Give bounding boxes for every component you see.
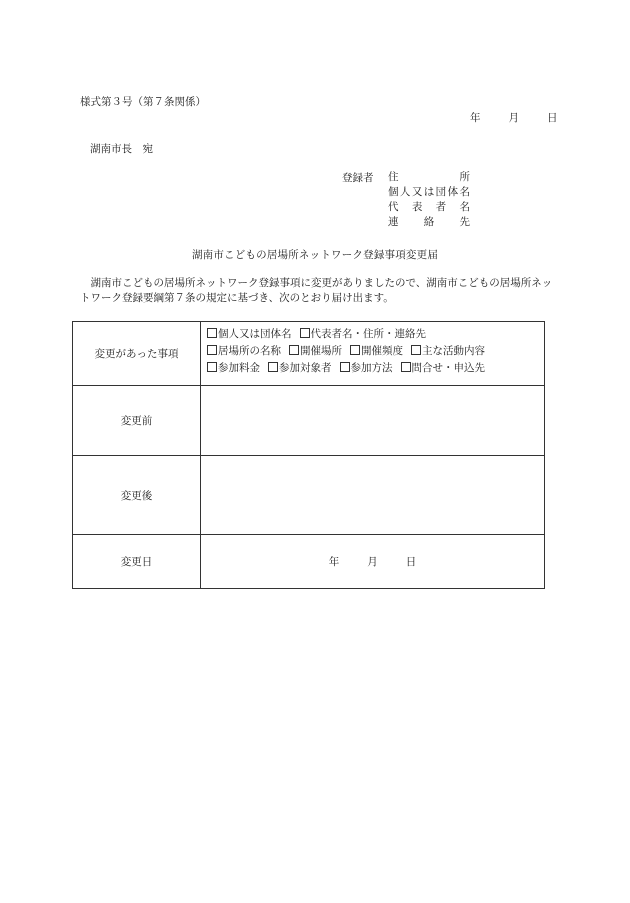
table-row-before [73, 386, 545, 456]
table-row-changed-items [73, 322, 545, 386]
checkbox-icon[interactable] [289, 345, 299, 355]
change-date-year: 年 [328, 556, 340, 568]
before-value[interactable] [201, 386, 545, 456]
changed-items-label: 変更があった事項 [73, 322, 201, 386]
option-method[interactable]: 参加方法 [340, 360, 393, 377]
table-row-after [73, 456, 545, 535]
options-line-1 [207, 326, 538, 343]
date-year: 年 [470, 112, 481, 124]
addressee: 湖南市長 宛 [90, 143, 153, 155]
checkbox-icon[interactable] [350, 345, 360, 355]
option-venue-name[interactable]: 居場所の名称 [207, 343, 281, 360]
change-date-label: 変更日 [73, 535, 201, 589]
body-text: 湖南市こどもの居場所ネットワーク登録事項に変更がありましたので、湖南市こどもの居場所ネットワーク登録要綱第７条の規定に基づき、次のとおり届け出ます。 [80, 277, 553, 304]
after-value[interactable] [201, 456, 545, 535]
change-date-value[interactable] [201, 535, 545, 589]
table-row-date [73, 535, 545, 589]
option-inquiry[interactable]: 問合せ・申込先 [401, 360, 486, 377]
checkbox-icon[interactable] [268, 362, 278, 372]
checkbox-icon[interactable] [340, 362, 350, 372]
change-date-day: 日 [405, 556, 417, 568]
checkbox-icon[interactable] [207, 345, 217, 355]
registrant-field-address: 住所 [388, 171, 470, 183]
registrant-label: 登録者 [342, 172, 374, 184]
date-month: 月 [508, 112, 519, 124]
option-fee[interactable]: 参加料金 [207, 360, 260, 377]
option-frequency[interactable]: 開催頻度 [350, 343, 403, 360]
checkbox-icon[interactable] [411, 345, 421, 355]
options-line-3 [207, 360, 538, 377]
option-main-activities[interactable]: 主な活動内容 [411, 343, 485, 360]
after-label: 変更後 [73, 456, 201, 535]
changed-items-options [201, 322, 545, 386]
checkbox-icon[interactable] [300, 328, 310, 338]
options-line-2 [207, 343, 538, 360]
document-title: 湖南市こどもの居場所ネットワーク登録事項変更届 [191, 249, 439, 261]
option-individual-group-name[interactable]: 個人又は団体名 [207, 326, 292, 343]
before-label: 変更前 [73, 386, 201, 456]
registrant-field-name: 個人又は団体名 [388, 186, 470, 198]
submission-date [470, 110, 558, 125]
option-target[interactable]: 参加対象者 [268, 360, 332, 377]
registrant-fields [388, 170, 470, 230]
change-date-month: 月 [367, 556, 378, 568]
date-day: 日 [547, 112, 558, 124]
form-number: 様式第３号（第７条関係） [80, 96, 206, 108]
option-representative-address-contact[interactable]: 代表者名・住所・連絡先 [300, 326, 427, 343]
registrant-field-representative: 代表者名 [388, 201, 470, 213]
checkbox-icon[interactable] [401, 362, 411, 372]
registrant-field-contact: 連絡先 [388, 216, 470, 228]
option-location[interactable]: 開催場所 [289, 343, 342, 360]
change-form-table [72, 321, 545, 589]
checkbox-icon[interactable] [207, 362, 217, 372]
checkbox-icon[interactable] [207, 328, 217, 338]
